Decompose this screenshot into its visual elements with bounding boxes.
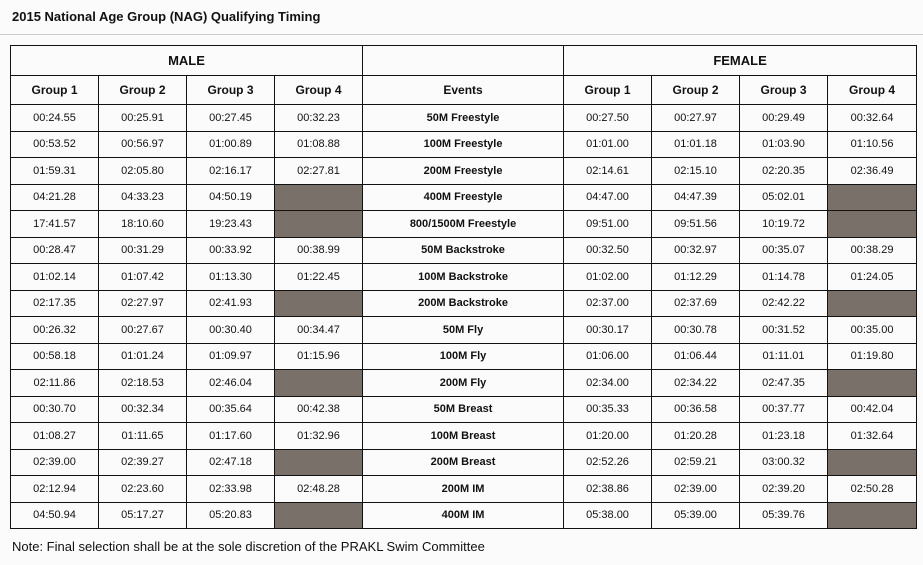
male-time-cell: 02:33.98: [187, 476, 275, 503]
female-time-cell: 00:37.77: [740, 396, 828, 423]
male-time-cell: 02:39.00: [11, 449, 99, 476]
male-time-cell: 05:17.27: [99, 502, 187, 529]
female-time-cell: 01:32.64: [828, 423, 917, 450]
male-time-cell: 00:38.99: [275, 237, 363, 264]
not-applicable-cell: [828, 290, 917, 317]
male-group-header: Group 3: [187, 76, 275, 105]
male-time-cell: 04:50.19: [187, 184, 275, 211]
male-time-cell: 00:58.18: [11, 343, 99, 370]
table-row: [11, 423, 917, 450]
female-time-cell: 02:15.10: [652, 158, 740, 185]
female-time-cell: 01:02.00: [564, 264, 652, 291]
female-time-cell: 09:51.56: [652, 211, 740, 238]
male-time-cell: 01:07.42: [99, 264, 187, 291]
not-applicable-cell: [275, 502, 363, 529]
male-time-cell: 02:48.28: [275, 476, 363, 503]
female-time-cell: 00:29.49: [740, 105, 828, 132]
male-time-cell: 00:56.97: [99, 131, 187, 158]
male-time-cell: 02:27.81: [275, 158, 363, 185]
event-name: 100M Breast: [363, 423, 564, 450]
male-time-cell: 05:20.83: [187, 502, 275, 529]
male-time-cell: 01:08.88: [275, 131, 363, 158]
male-time-cell: 01:32.96: [275, 423, 363, 450]
female-time-cell: 00:32.50: [564, 237, 652, 264]
table-row: [11, 105, 917, 132]
table-row: [11, 290, 917, 317]
female-time-cell: 03:00.32: [740, 449, 828, 476]
male-time-cell: 18:10.60: [99, 211, 187, 238]
not-applicable-cell: [275, 211, 363, 238]
female-time-cell: 00:42.04: [828, 396, 917, 423]
male-group-header: Group 2: [99, 76, 187, 105]
event-name: 50M Backstroke: [363, 237, 564, 264]
female-group-header: Group 4: [828, 76, 917, 105]
male-time-cell: 01:02.14: [11, 264, 99, 291]
male-time-cell: 02:47.18: [187, 449, 275, 476]
male-time-cell: 02:12.94: [11, 476, 99, 503]
not-applicable-cell: [828, 370, 917, 397]
male-time-cell: 02:46.04: [187, 370, 275, 397]
female-time-cell: 01:14.78: [740, 264, 828, 291]
male-group-header: Group 1: [11, 76, 99, 105]
female-time-cell: 02:34.00: [564, 370, 652, 397]
female-time-cell: 02:42.22: [740, 290, 828, 317]
male-time-cell: 00:32.23: [275, 105, 363, 132]
event-name: 50M Freestyle: [363, 105, 564, 132]
female-time-cell: 00:35.33: [564, 396, 652, 423]
male-time-cell: 00:53.52: [11, 131, 99, 158]
female-time-cell: 00:36.58: [652, 396, 740, 423]
female-time-cell: 00:31.52: [740, 317, 828, 344]
female-time-cell: 02:50.28: [828, 476, 917, 503]
female-time-cell: 01:23.18: [740, 423, 828, 450]
female-time-cell: 00:32.64: [828, 105, 917, 132]
not-applicable-cell: [828, 211, 917, 238]
male-time-cell: 00:27.45: [187, 105, 275, 132]
female-time-cell: 00:35.00: [828, 317, 917, 344]
not-applicable-cell: [275, 184, 363, 211]
male-time-cell: 00:24.55: [11, 105, 99, 132]
events-header: Events: [363, 76, 564, 105]
male-time-cell: 04:21.28: [11, 184, 99, 211]
event-name: 50M Breast: [363, 396, 564, 423]
male-time-cell: 00:27.67: [99, 317, 187, 344]
female-time-cell: 04:47.00: [564, 184, 652, 211]
male-time-cell: 01:15.96: [275, 343, 363, 370]
male-time-cell: 02:17.35: [11, 290, 99, 317]
male-time-cell: 02:05.80: [99, 158, 187, 185]
male-time-cell: 00:42.38: [275, 396, 363, 423]
table-row: [11, 396, 917, 423]
female-time-cell: 01:20.28: [652, 423, 740, 450]
male-time-cell: 02:41.93: [187, 290, 275, 317]
table-row: [11, 343, 917, 370]
female-time-cell: 01:11.01: [740, 343, 828, 370]
female-time-cell: 05:39.76: [740, 502, 828, 529]
female-time-cell: 01:19.80: [828, 343, 917, 370]
female-time-cell: 01:12.29: [652, 264, 740, 291]
male-time-cell: 02:11.86: [11, 370, 99, 397]
male-time-cell: 01:11.65: [99, 423, 187, 450]
female-time-cell: 01:20.00: [564, 423, 652, 450]
female-time-cell: 00:27.97: [652, 105, 740, 132]
table-row: [11, 264, 917, 291]
female-time-cell: 01:03.90: [740, 131, 828, 158]
event-name: 50M Fly: [363, 317, 564, 344]
table-row: [11, 370, 917, 397]
table-row: [11, 158, 917, 185]
event-name: 100M Backstroke: [363, 264, 564, 291]
table-row: [11, 502, 917, 529]
female-group-header: Group 2: [652, 76, 740, 105]
female-time-cell: 02:52.26: [564, 449, 652, 476]
page-title: 2015 National Age Group (NAG) Qualifying Timing: [12, 9, 321, 24]
male-time-cell: 04:33.23: [99, 184, 187, 211]
female-time-cell: 01:10.56: [828, 131, 917, 158]
female-time-cell: 01:06.00: [564, 343, 652, 370]
male-time-cell: 17:41.57: [11, 211, 99, 238]
event-name: 100M Fly: [363, 343, 564, 370]
female-time-cell: 02:59.21: [652, 449, 740, 476]
female-time-cell: 10:19.72: [740, 211, 828, 238]
female-time-cell: 02:36.49: [828, 158, 917, 185]
footnote: Note: Final selection shall be at the sole discretion of the PRAKL Swim Committee: [12, 539, 485, 554]
male-time-cell: 02:16.17: [187, 158, 275, 185]
female-time-cell: 00:27.50: [564, 105, 652, 132]
male-time-cell: 00:25.91: [99, 105, 187, 132]
not-applicable-cell: [828, 502, 917, 529]
table-row: [11, 449, 917, 476]
not-applicable-cell: [275, 370, 363, 397]
female-time-cell: 02:47.35: [740, 370, 828, 397]
table-row: [11, 184, 917, 211]
male-time-cell: 01:08.27: [11, 423, 99, 450]
female-header: FEMALE: [564, 46, 917, 76]
female-time-cell: 04:47.39: [652, 184, 740, 211]
female-time-cell: 00:35.07: [740, 237, 828, 264]
female-time-cell: 01:01.00: [564, 131, 652, 158]
female-time-cell: 02:39.00: [652, 476, 740, 503]
event-name: 800/1500M Freestyle: [363, 211, 564, 238]
male-time-cell: 00:30.40: [187, 317, 275, 344]
male-header: MALE: [11, 46, 363, 76]
table-row: [11, 211, 917, 238]
male-time-cell: 00:32.34: [99, 396, 187, 423]
male-time-cell: 01:09.97: [187, 343, 275, 370]
female-time-cell: 00:30.17: [564, 317, 652, 344]
male-time-cell: 02:23.60: [99, 476, 187, 503]
female-time-cell: 01:06.44: [652, 343, 740, 370]
female-time-cell: 05:02.01: [740, 184, 828, 211]
qualifying-times-table: [10, 45, 917, 529]
female-time-cell: 00:30.78: [652, 317, 740, 344]
female-time-cell: 01:24.05: [828, 264, 917, 291]
male-time-cell: 00:30.70: [11, 396, 99, 423]
male-time-cell: 00:34.47: [275, 317, 363, 344]
female-time-cell: 02:37.00: [564, 290, 652, 317]
male-time-cell: 01:22.45: [275, 264, 363, 291]
male-time-cell: 00:26.32: [11, 317, 99, 344]
event-name: 200M IM: [363, 476, 564, 503]
male-time-cell: 00:28.47: [11, 237, 99, 264]
female-time-cell: 01:01.18: [652, 131, 740, 158]
female-time-cell: 00:38.29: [828, 237, 917, 264]
event-name: 200M Backstroke: [363, 290, 564, 317]
not-applicable-cell: [275, 449, 363, 476]
event-name: 200M Freestyle: [363, 158, 564, 185]
female-time-cell: 02:14.61: [564, 158, 652, 185]
female-time-cell: 02:20.35: [740, 158, 828, 185]
male-time-cell: 01:17.60: [187, 423, 275, 450]
male-time-cell: 00:33.92: [187, 237, 275, 264]
male-time-cell: 02:39.27: [99, 449, 187, 476]
female-time-cell: 02:37.69: [652, 290, 740, 317]
event-name: 400M Freestyle: [363, 184, 564, 211]
female-time-cell: 05:39.00: [652, 502, 740, 529]
event-name: 100M Freestyle: [363, 131, 564, 158]
male-time-cell: 02:27.97: [99, 290, 187, 317]
male-time-cell: 02:18.53: [99, 370, 187, 397]
table-row: [11, 317, 917, 344]
table-row: [11, 237, 917, 264]
table-row: [11, 476, 917, 503]
male-time-cell: 00:35.64: [187, 396, 275, 423]
female-group-header: Group 3: [740, 76, 828, 105]
male-time-cell: 00:31.29: [99, 237, 187, 264]
events-header-spacer: [363, 46, 564, 76]
male-group-header: Group 4: [275, 76, 363, 105]
female-time-cell: 00:32.97: [652, 237, 740, 264]
divider: [0, 34, 923, 35]
male-time-cell: 01:13.30: [187, 264, 275, 291]
not-applicable-cell: [828, 184, 917, 211]
not-applicable-cell: [275, 290, 363, 317]
male-time-cell: 19:23.43: [187, 211, 275, 238]
event-name: 200M Fly: [363, 370, 564, 397]
male-time-cell: 01:59.31: [11, 158, 99, 185]
male-time-cell: 01:00.89: [187, 131, 275, 158]
female-time-cell: 02:39.20: [740, 476, 828, 503]
female-time-cell: 09:51.00: [564, 211, 652, 238]
male-time-cell: 04:50.94: [11, 502, 99, 529]
female-time-cell: 02:38.86: [564, 476, 652, 503]
event-name: 400M IM: [363, 502, 564, 529]
not-applicable-cell: [828, 449, 917, 476]
female-group-header: Group 1: [564, 76, 652, 105]
female-time-cell: 05:38.00: [564, 502, 652, 529]
male-time-cell: 01:01.24: [99, 343, 187, 370]
table-row: [11, 131, 917, 158]
event-name: 200M Breast: [363, 449, 564, 476]
female-time-cell: 02:34.22: [652, 370, 740, 397]
